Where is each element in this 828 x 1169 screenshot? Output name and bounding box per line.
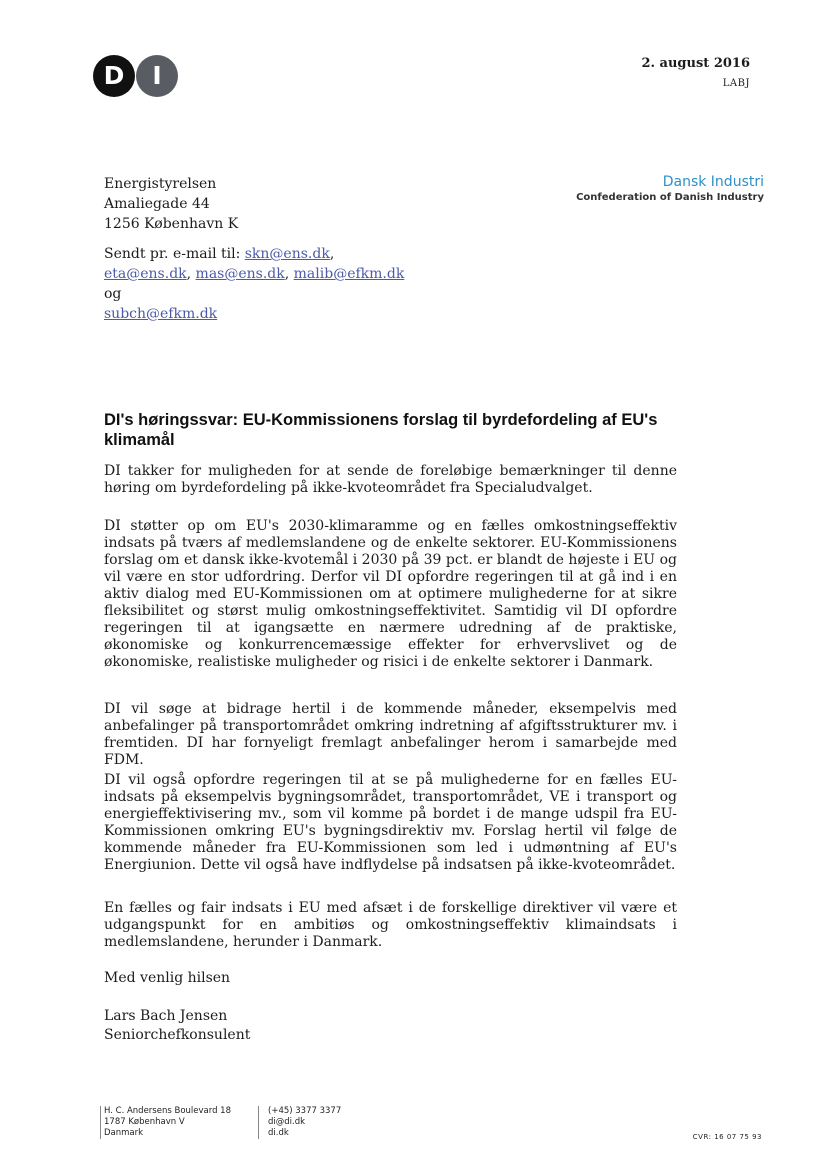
footer-phone: (+45) 3377 3377 — [268, 1106, 342, 1116]
footer-email[interactable]: di@di.dk — [268, 1117, 306, 1127]
paragraph-5: En fælles og fair indsats i EU med afsæt i de forskellige direktiver vil være et udgangspunkt for en ambitiøs og omkostningseffektiv klimaindsats i medlemslandene, herunder i Danmark. — [104, 900, 677, 950]
paragraph-4: DI vil også opfordre regeringen til at se på mulighederne for en fælles EU-indsats på eksempelvis bygningsområdet, transportområdet, VE i transport og energieffektivisering mv., som vil komme på bordet i de mange udspil fra EU-Kommissionen omkring EU's bygningsdirektiv mv. Forslag hertil vil følge de kommende måneder fra EU-Kommissionen som led i udmøntning af EU's Energiunion. Dette vil også have indflydelse på indsatsen på ikke-kvoteområdet. — [104, 772, 677, 873]
logo-letter-d: D — [93, 55, 135, 97]
footer-cvr: CVR: 16 07 75 93 — [692, 1133, 762, 1141]
sent-by-email: Sendt pr. e-mail til: skn@ens.dk, eta@ens.dk, mas@ens.dk, malib@efkm.dk og subch@efkm.dk — [104, 246, 405, 322]
letter-date: 2. august 2016 — [641, 56, 750, 71]
company-name: Dansk Industri — [662, 174, 764, 190]
paragraph-2: DI støtter op om EU's 2030-klimaramme og en fælles omkostningseffektiv indsats på tværs af medlemslandene og de enkelte sektorer. EU-Kommissionens forslag om et dansk ikke-kvotemål i 2030 på 39 pct. er blandt de højeste i EU og vil være en stor udfordring. Derfor vil DI opfordre regeringen til at gå ind i en aktiv dialog med EU-Kommissionen om at optimere mulighederne for at sikre fleksibilitet og størst mulig omkostningseffektivitet. Samtidig vil DI opfordre regeringen til at igangsætte en nærmere udredning af de praktiske, økonomiske og konkurrencemæssige effekter for erhvervslivet og de økonomiske, realistiske muligheder og risici i de enkelte sektorer i Danmark. — [104, 518, 677, 670]
di-logo — [93, 55, 179, 97]
sent-prefix: Sendt pr. e-mail til: — [104, 246, 245, 262]
recipient-street: Amaliegade 44 — [104, 196, 210, 212]
recipient-address — [104, 174, 238, 234]
email-link-skn[interactable]: skn@ens.dk — [244, 246, 330, 262]
email-link-mas[interactable]: mas@ens.dk — [195, 266, 285, 282]
logo-letter-i: I — [136, 55, 178, 97]
email-link-malib[interactable]: malib@efkm.dk — [293, 266, 405, 282]
email-link-subch[interactable]: subch@efkm.dk — [104, 306, 218, 322]
company-tagline: Confederation of Danish Industry — [576, 192, 764, 203]
closing-greeting: Med venlig hilsen — [104, 970, 231, 986]
footer-contact — [258, 1106, 341, 1139]
letter-reference: LABJ — [722, 78, 750, 89]
footer-website[interactable]: di.dk — [268, 1128, 289, 1138]
recipient-city: 1256 København K — [104, 216, 239, 232]
paragraph-3: DI vil søge at bidrage hertil i de kommende måneder, eksempelvis med anbefalinger på transportområdet omkring indretning af afgiftsstrukturer mv. i fremtiden. DI har fornyeligt fremlagt anbefalinger herom i samarbejde med FDM. — [104, 701, 677, 768]
letter-heading: DI's høringssvar: EU-Kommissionens forslag til byrdefordeling af EU's klimamål — [104, 411, 658, 449]
footer-city: 1787 København V — [104, 1117, 185, 1127]
footer-country: Danmark — [104, 1128, 144, 1138]
paragraph-1: DI takker for muligheden for at sende de foreløbige bemærkninger til denne høring om byrdefordeling på ikke-kvoteområdet fra Specialudvalget. — [104, 463, 677, 496]
recipient-name: Energistyrelsen — [104, 176, 217, 192]
signer-title: Seniorchefkonsulent — [104, 1027, 251, 1043]
footer-street: H. C. Andersens Boulevard 18 — [104, 1106, 231, 1116]
signature-block — [104, 1007, 250, 1045]
email-link-eta[interactable]: eta@ens.dk — [104, 266, 187, 282]
signer-name: Lars Bach Jensen — [104, 1008, 228, 1024]
footer-address — [100, 1106, 231, 1139]
